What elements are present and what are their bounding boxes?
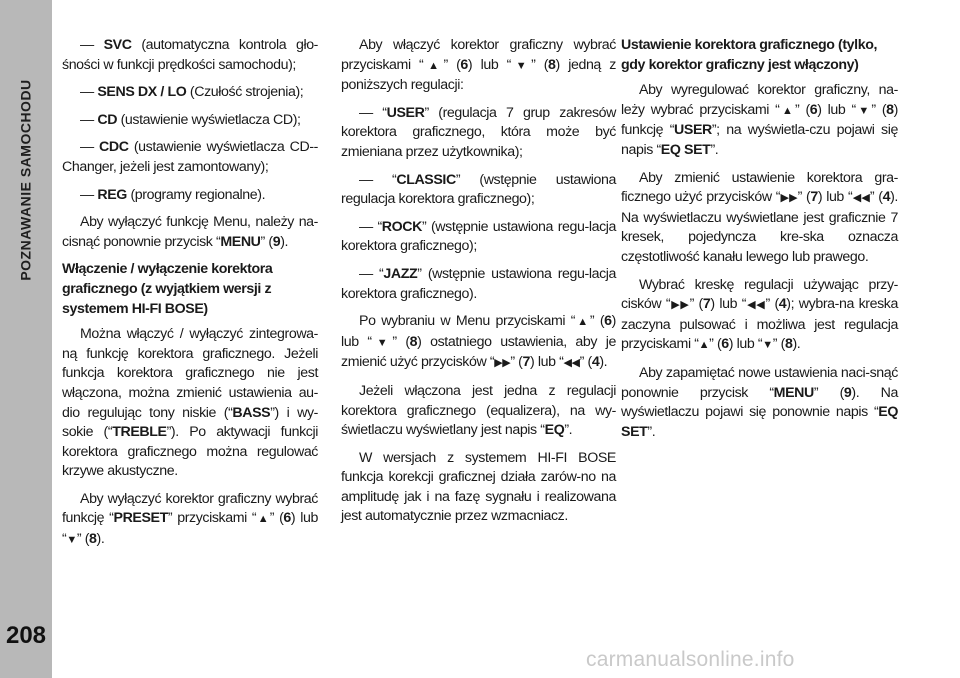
section-heading: Włączenie / wyłączenie korektora graficznego (z wyjątkiem wersji z systemem HI-FI BOSE) (62, 261, 273, 317)
menu-item-svc: — SVC (automatyczna kontrola gło-śności w funkcji prędkości samochodu); (62, 37, 319, 73)
up-arrow-icon: ▲ (423, 59, 444, 72)
up-arrow-icon: ▲ (575, 316, 590, 329)
disable-equalizer-paragraph: Aby wyłączyć korektor graficzny wybrać funkcję “PRESET” przyciskami “▲” (6) lub “▼” (8). (62, 490, 318, 548)
fast-forward-icon: ▶▶ (670, 299, 690, 312)
bose-paragraph: W wersjach z systemem HI-FI BOSE funkcja korekcji graficznej działa zarów-no na amplitudę jak i na fazę sygnału i realizowana jest automatycznie przez wzmacniacz. (341, 449, 616, 525)
down-arrow-icon: ▼ (762, 339, 773, 352)
text-column-3 (621, 36, 898, 450)
section-heading: Ustawienie korektora graficznego (tylko, gdy korektor graficzny jest włączony) (621, 37, 878, 73)
eq-display-paragraph: Jeżeli włączona jest jedna z regulacji korektora graficznego (equalizera), na wy-świetlaczu wyświetlany jest napis “EQ”. (341, 382, 616, 439)
option-rock: — “ROCK” (wstępnie ustawiona regu-lacja korektora graficznego); (341, 218, 617, 255)
change-setting-paragraph: Po wybraniu w Menu przyciskami “▲” (6) lub “▼” (8) ostatniego ustawienia, aby je zmienić użyć przycisków “▶▶” (7) lub “◀◀” (4). (341, 313, 616, 371)
down-arrow-icon: ▼ (66, 534, 77, 547)
select-bar-paragraph: Wybrać kreskę regulacji używając przy-cisków “▶▶” (7) lub “◀◀” (4); wybra-na kreska zaczyna pulsować i możliwa jest regulacja przyciskami “▲” (6) lub “▼” (8). (621, 276, 898, 353)
text-column-1 (62, 36, 318, 559)
up-arrow-icon: ▲ (256, 513, 270, 526)
section-title: POZNAWANIE SAMOCHODU (18, 79, 34, 281)
option-jazz: — “JAZZ” (wstępnie ustawiona regu-lacja korektora graficznego). (341, 265, 617, 302)
save-settings-paragraph: Aby zapamiętać nowe ustawienia naci-snąć ponownie przycisk “MENU” (9). Na wyświetlaczu pojawi się ponownie napis “EQ SET”. (621, 364, 898, 440)
watermark: carmanualsonline.info (586, 648, 795, 671)
exit-menu-paragraph: Aby wyłączyć funkcję Menu, należy na-cisnąć ponownie przycisk “MENU” (9). (62, 214, 318, 250)
rewind-icon: ◀◀ (563, 357, 580, 370)
menu-item-cd: — CD (ustawienie wyświetlacza CD); (80, 111, 301, 128)
change-equalizer-paragraph: Aby zmienić ustawienie korektora gra-ficznego użyć przycisków “▶▶” (7) lub “◀◀” (4). Na wyświetlaczu wyświetlane jest graficznie 7 kresek, pojedyncza kre-ska oznacza częstotliwość kanału lewego lub prawego. (621, 169, 898, 265)
rewind-icon: ◀◀ (852, 192, 870, 205)
down-arrow-icon: ▼ (855, 104, 872, 117)
menu-item-sens: — SENS DX / LO (Czułość strojenia); (80, 84, 304, 101)
section-sidebar (0, 0, 52, 678)
text-column-2 (341, 36, 616, 535)
option-user: — “USER” (regulacja 7 grup zakresów korektora graficznego, która może być zmieniana przez użytkownika); (341, 104, 616, 160)
adjust-equalizer-paragraph: Aby wyregulować korektor graficzny, na-leży wybrać przyciskami “▲” (6) lub “▼” (8) funkcję “USER”; na wyświetla-czu pojawi się napis “EQ SET”. (621, 82, 898, 158)
equalizer-paragraph: Można włączyć / wyłączyć zintegrowa-ną funkcję korektora graficznego. Jeżeli funkcja korektora graficznego nie jest włączona, można zmienić ustawienia au-dio regulując tony niskie (“BASS”) i wy-sokie (“TREBLE”). Po aktywacji funkcji korektora graficznego można regulować krzywe akustyczne. (62, 326, 318, 480)
menu-item-reg: — REG (programy regionalne). (80, 186, 266, 203)
down-arrow-icon: ▼ (510, 59, 532, 72)
rewind-icon: ◀◀ (746, 299, 766, 312)
down-arrow-icon: ▼ (371, 336, 393, 349)
page-number: 208 (5, 622, 47, 649)
fast-forward-icon: ▶▶ (780, 192, 798, 205)
fast-forward-icon: ▶▶ (494, 357, 511, 370)
menu-item-cdc: — CDC (ustawienie wyświetlacza CD--Changer, jeżeli jest zamontowany); (62, 139, 319, 175)
up-arrow-icon: ▲ (779, 104, 796, 117)
enable-equalizer-paragraph: Aby włączyć korektor graficzny wybrać przyciskami “▲” (6) lub “▼” (8) jedną z poniższych regulacji: (341, 37, 616, 94)
option-classic: — “CLASSIC” (wstępnie ustawiona regulacja korektora graficznego); (341, 171, 616, 208)
up-arrow-icon: ▲ (698, 339, 710, 352)
